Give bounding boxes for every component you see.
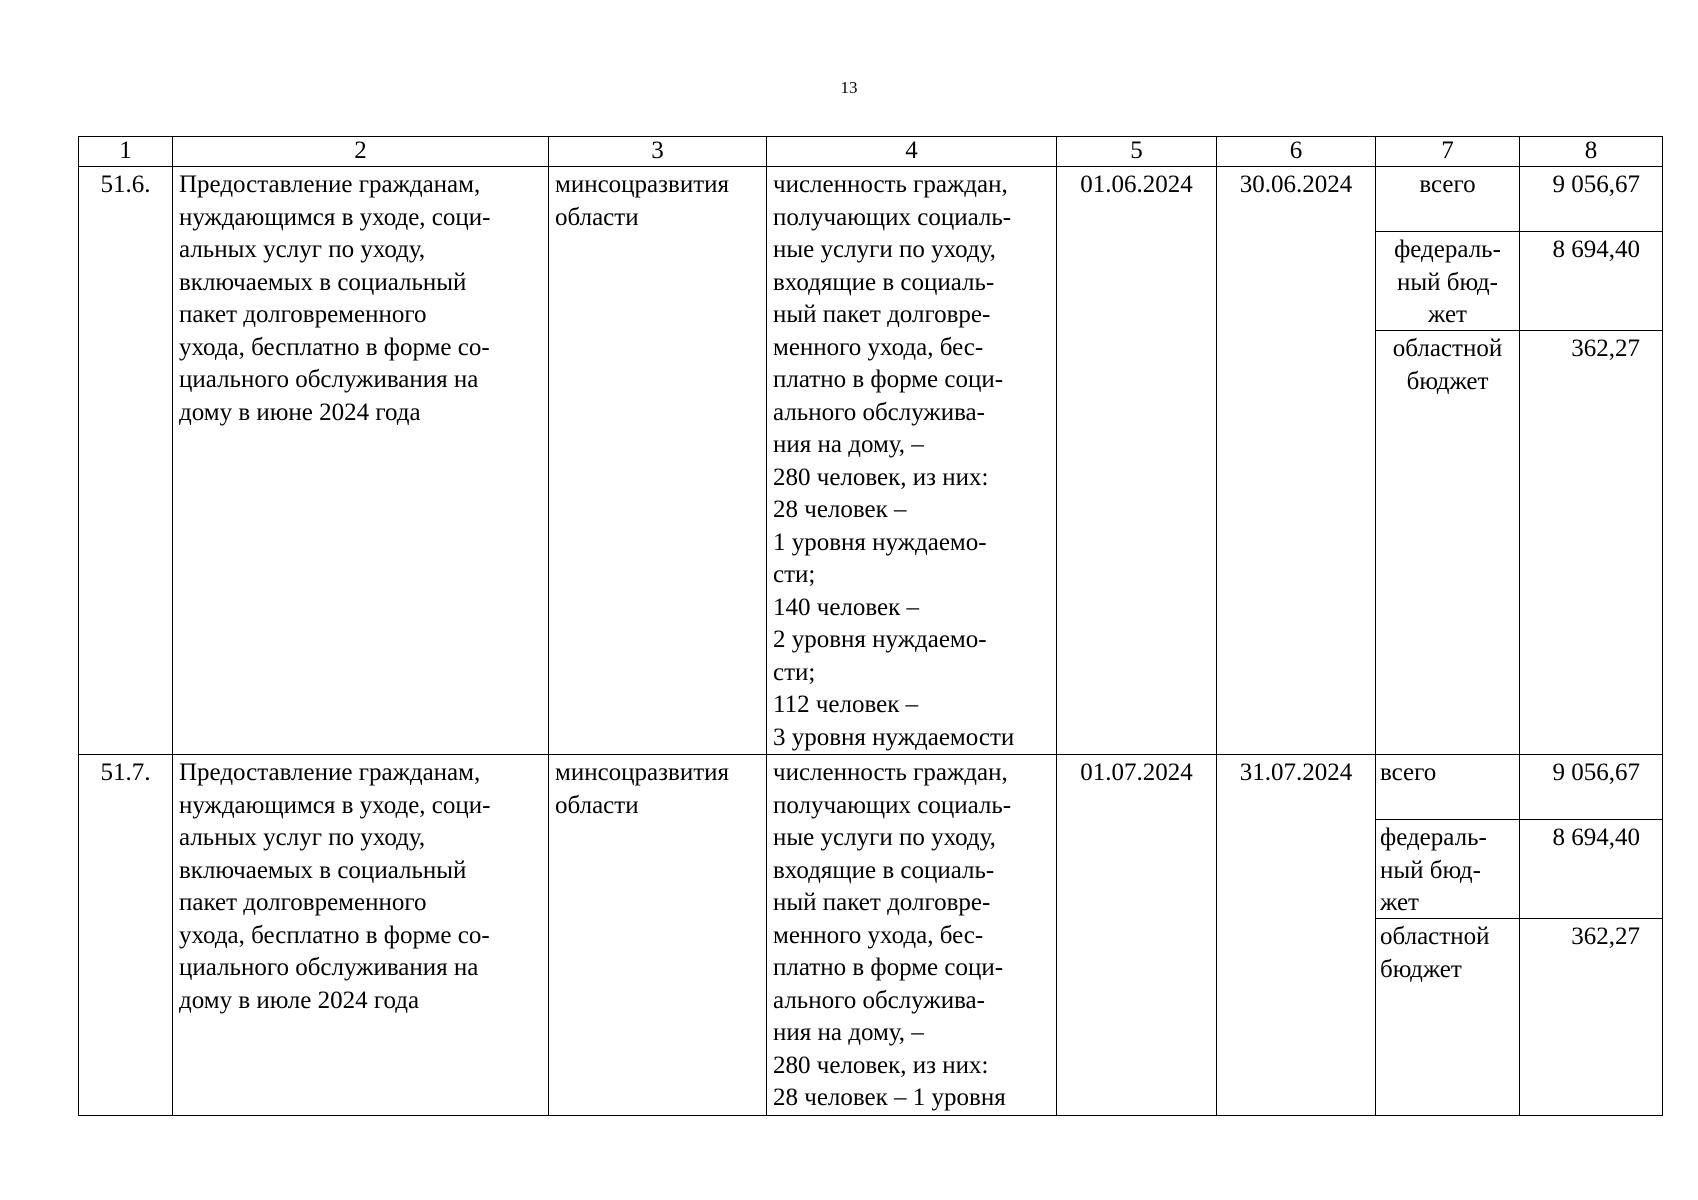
- column-header: 7: [1376, 137, 1520, 167]
- end-date: 31.07.2024: [1217, 755, 1376, 1116]
- start-date: 01.07.2024: [1057, 755, 1217, 1116]
- executor: минсоцразвития области: [549, 167, 767, 755]
- funding-amounts: [1520, 755, 1663, 1116]
- funding-amount: 8 694,40: [1520, 819, 1662, 918]
- column-header: 8: [1520, 137, 1663, 167]
- table-row: [79, 755, 1663, 1116]
- funding-source: федераль- ный бюд- жет: [1376, 231, 1519, 330]
- column-header: 5: [1057, 137, 1217, 167]
- column-header: 3: [549, 137, 767, 167]
- funding-amount: 362,27: [1520, 330, 1662, 368]
- funding-source: федераль- ный бюд- жет: [1376, 819, 1519, 918]
- column-number-row: [79, 137, 1663, 167]
- measure-description: Предоставление гражданам, нуждающимся в уходе, соци- альных услуг по уходу, включаемых в социальный пакет долговременного ухода, бесплатно в форме со- циального обслуживания на дому в июне 2024 года: [173, 167, 549, 755]
- result-indicator: численность граждан, получающих социаль- ные услуги по уходу, входящие в социаль- ный пакет долговре- менного ухода, бес- платно в форме соци- ального обслужива- ния на дому, – 280 человек, из них: 28 человек – 1 уровня: [767, 755, 1057, 1116]
- funding-amount: 9 056,67: [1552, 759, 1640, 786]
- funding-sources: [1376, 755, 1520, 1116]
- executor: минсоцразвития области: [549, 755, 767, 1116]
- result-indicator: численность граждан, получающих социаль- ные услуги по уходу, входящие в социаль- ный пакет долговре- менного ухода, бес- платно в форме соци- ального обслужива- ния на дому, – 280 человек, из них: 28 человек – 1 уровня нуждаемо- сти; 140 человек – 2 уровня нуждаемо- сти; 112 человек – 3 уровня нуждаемости: [767, 167, 1057, 755]
- plan-table: [78, 136, 1663, 1116]
- end-date: 30.06.2024: [1217, 167, 1376, 755]
- column-header: 6: [1217, 137, 1376, 167]
- column-header: 1: [79, 137, 173, 167]
- funding-sources: [1376, 167, 1520, 755]
- column-header: 4: [767, 137, 1057, 167]
- funding-amount: 9 056,67: [1552, 171, 1640, 198]
- page-number: 13: [840, 78, 858, 97]
- item-number: 51.6.: [79, 167, 173, 755]
- funding-source: всего: [1419, 171, 1476, 198]
- table-row: [79, 167, 1663, 755]
- funding-amount: 362,27: [1520, 918, 1662, 956]
- funding-amounts: [1520, 167, 1663, 755]
- funding-amount: 8 694,40: [1520, 231, 1662, 330]
- funding-source: всего: [1380, 759, 1437, 786]
- funding-source: областной бюджет: [1376, 918, 1519, 988]
- item-number: 51.7.: [79, 755, 173, 1116]
- funding-source: областной бюджет: [1376, 330, 1519, 400]
- start-date: 01.06.2024: [1057, 167, 1217, 755]
- measure-description: Предоставление гражданам, нуждающимся в уходе, соци- альных услуг по уходу, включаемых в социальный пакет долговременного ухода, бесплатно в форме со- циального обслуживания на дому в июле 2024 года: [173, 755, 549, 1116]
- column-header: 2: [173, 137, 549, 167]
